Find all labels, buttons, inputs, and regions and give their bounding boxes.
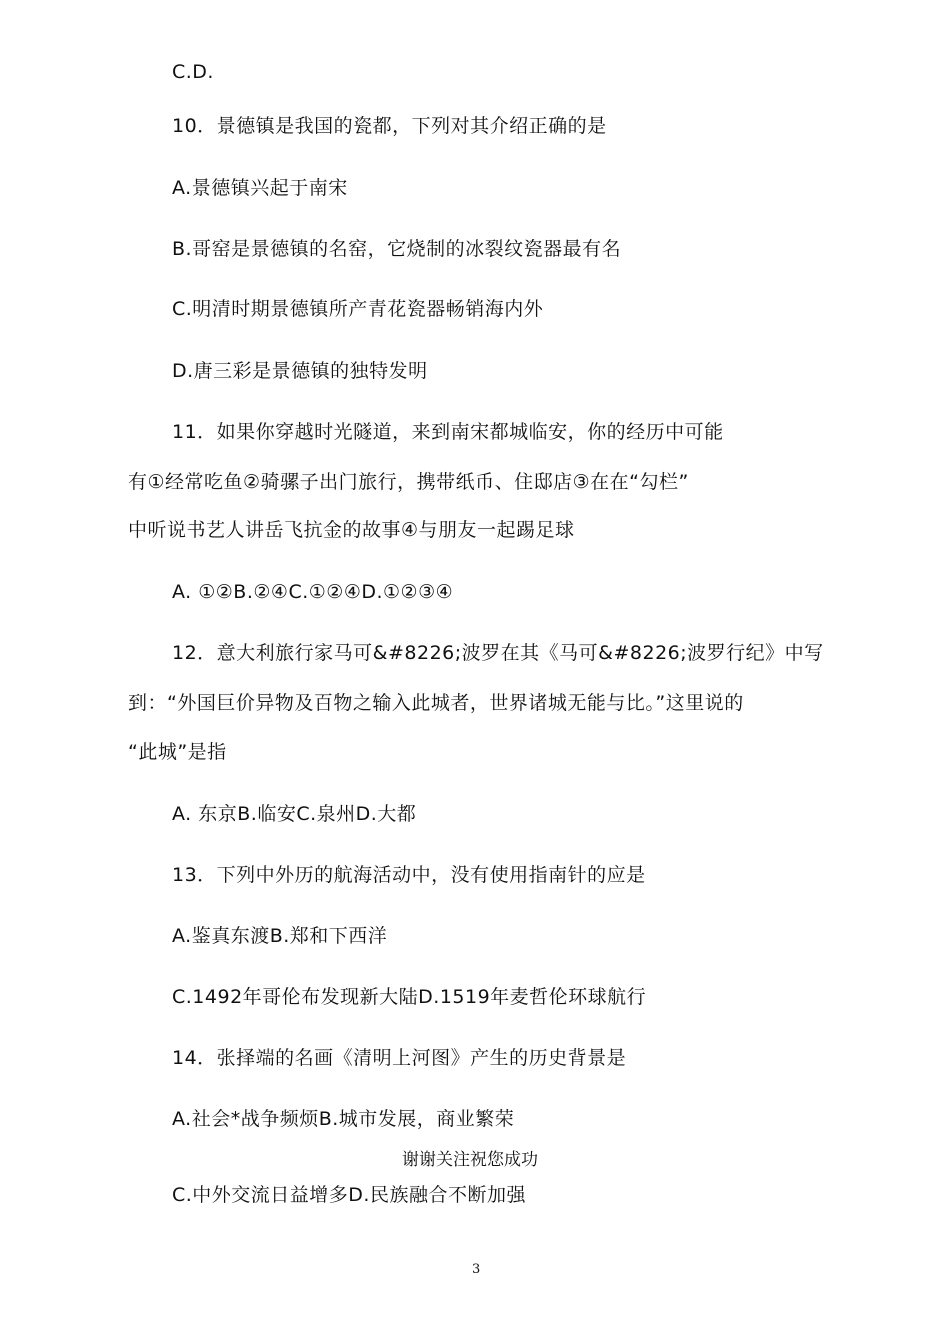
- question-12-line-1: 12．意大利旅行家马可&#8226;波罗在其《马可&#8226;波罗行纪》中写: [172, 642, 824, 664]
- question-11-line-3: 中听说书艺人讲岳飞抗金的故事④与朋友一起踢足球: [128, 519, 575, 541]
- question-14: 14．张择端的名画《清明上河图》产生的历史背景是: [172, 1047, 627, 1069]
- option-10-a: A.景德镇兴起于南宋: [172, 177, 348, 199]
- option-10-c: C.明清时期景德镇所产青花瓷器畅销海内外: [172, 298, 544, 320]
- question-12-line-3: “此城”是指: [128, 741, 227, 763]
- options-13-ab: A.鉴真东渡B.郑和下西洋: [172, 925, 388, 947]
- option-line-q9-cd: C.D.: [172, 61, 214, 83]
- page-number: 3: [472, 1262, 481, 1277]
- question-11-line-2: 有①经常吃鱼②骑骡子出门旅行，携带纸币、住邸店③在在“勾栏”: [128, 471, 689, 493]
- options-14-ab: A.社会*战争频烦B.城市发展，商业繁荣: [172, 1108, 515, 1130]
- question-10: 10．景德镇是我国的瓷都，下列对其介绍正确的是: [172, 115, 607, 137]
- question-11-line-1: 11．如果你穿越时光隧道，来到南宋都城临安，你的经历中可能: [172, 421, 724, 443]
- footer-note: 谢谢关注祝您成功: [402, 1150, 538, 1170]
- question-12-line-2: 到：“外国巨价异物及百物之输入此城者，世界诸城无能与比。”这里说的: [128, 692, 744, 714]
- question-13: 13．下列中外历的航海活动中，没有使用指南针的应是: [172, 864, 646, 886]
- options-11: A. ①②B.②④C.①②④D.①②③④: [172, 581, 454, 603]
- options-13-cd: C.1492年哥伦布发现新大陆D.1519年麦哲伦环球航行: [172, 986, 647, 1008]
- option-10-d: D.唐三彩是景德镇的独特发明: [172, 360, 428, 382]
- options-14-cd: C.中外交流日益增多D.民族融合不断加强: [172, 1184, 526, 1206]
- options-12: A. 东京B.临安C.泉州D.大都: [172, 803, 417, 825]
- option-10-b: B.哥窑是景德镇的名窑，它烧制的冰裂纹瓷器最有名: [172, 238, 622, 260]
